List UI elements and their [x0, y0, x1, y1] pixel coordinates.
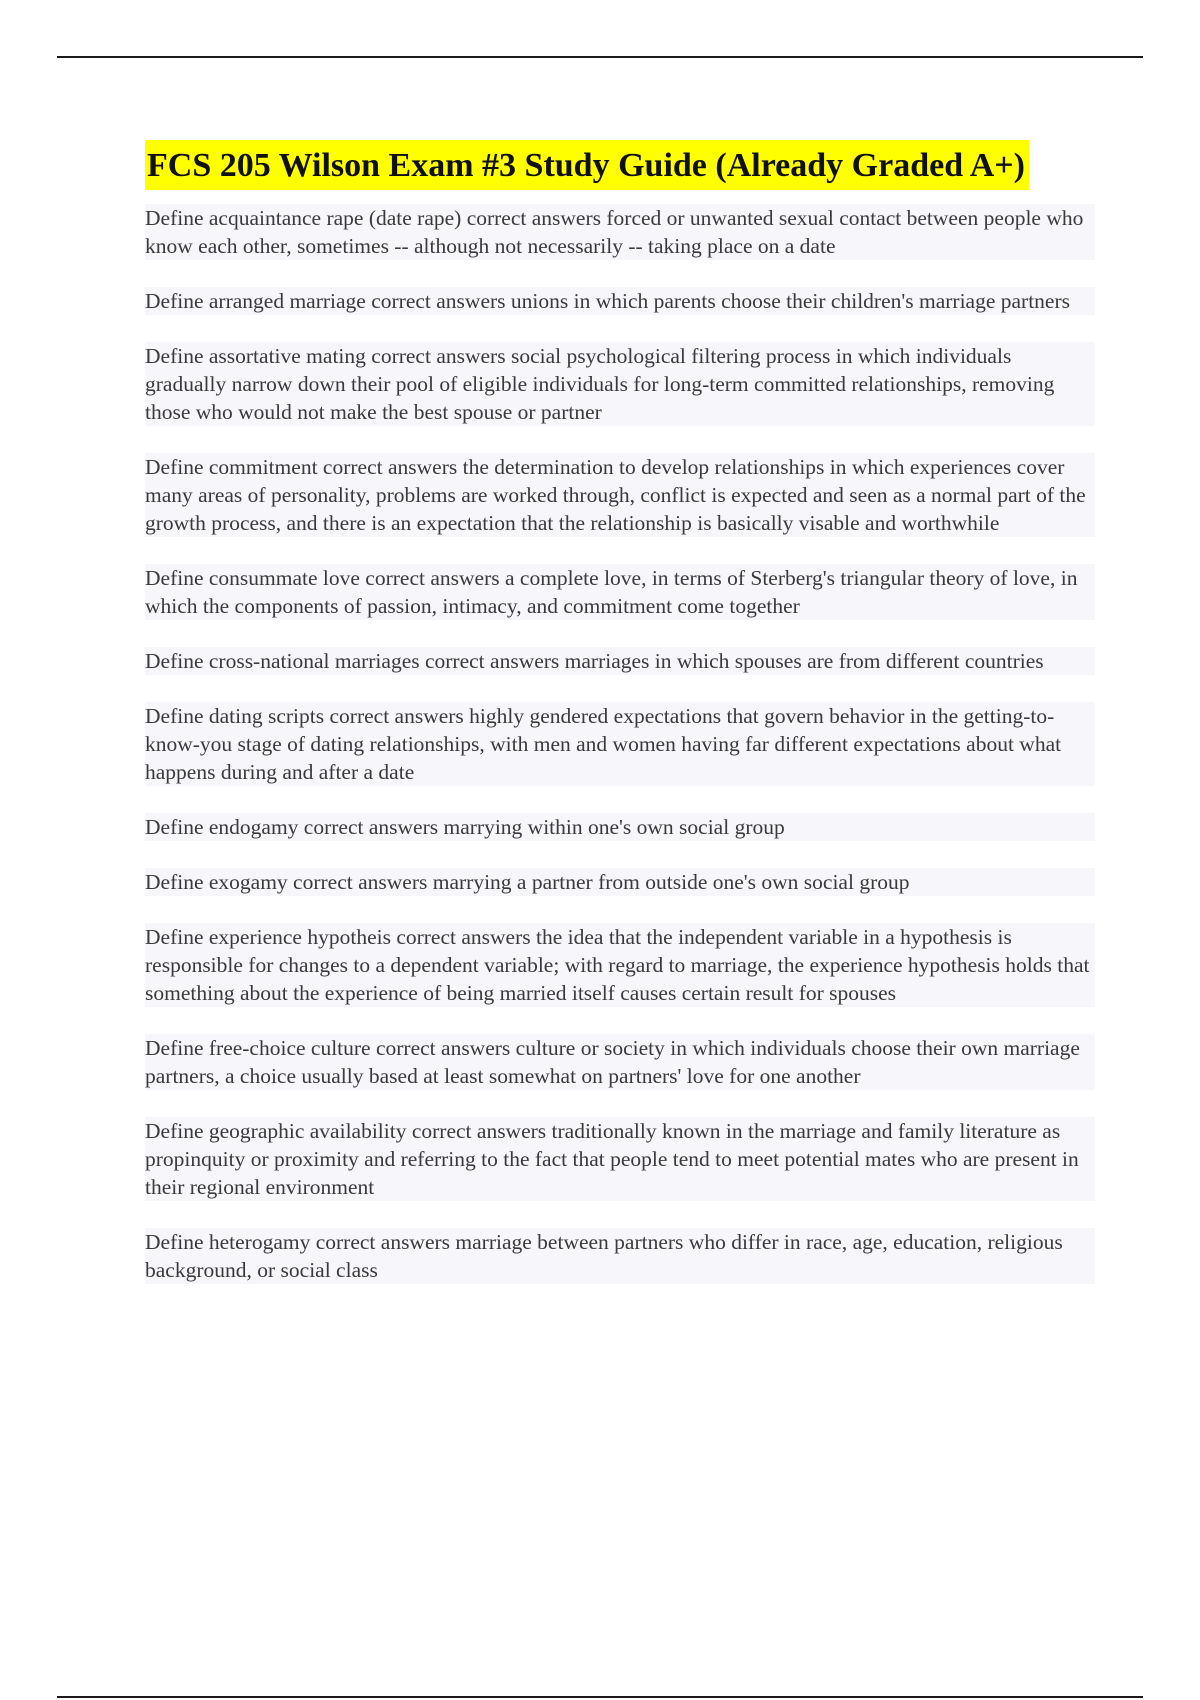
definition-entry: Define experience hypotheis correct answers the idea that the independent variable in a hypothesis is responsible for changes to a dependent variable; with regard to marriage, the experience hypothesis holds that something about the experience of being married itself causes certain result for spouses	[145, 923, 1095, 1007]
definition-entry: Define acquaintance rape (date rape) correct answers forced or unwanted sexual contact between people who know each other, sometimes -- although not necessarily -- taking place on a date	[145, 204, 1095, 260]
definition-entry: Define arranged marriage correct answers unions in which parents choose their children's marriage partners	[145, 287, 1095, 315]
top-rule	[57, 56, 1143, 58]
document-body	[145, 140, 1095, 1311]
definition-entry: Define endogamy correct answers marrying within one's own social group	[145, 813, 1095, 841]
definition-entry: Define commitment correct answers the determination to develop relationships in which experiences cover many areas of personality, problems are worked through, conflict is expected and seen as a normal part of the growth process, and there is an expectation that the relationship is basically visable and worthwhile	[145, 453, 1095, 537]
definition-entry: Define free-choice culture correct answers culture or society in which individuals choose their own marriage partners, a choice usually based at least somewhat on partners' love for one another	[145, 1034, 1095, 1090]
definition-entry: Define cross-national marriages correct answers marriages in which spouses are from different countries	[145, 647, 1095, 675]
document-title: FCS 205 Wilson Exam #3 Study Guide (Already Graded A+)	[145, 140, 1029, 190]
definition-entry: Define exogamy correct answers marrying a partner from outside one's own social group	[145, 868, 1095, 896]
definition-entry: Define assortative mating correct answers social psychological filtering process in which individuals gradually narrow down their pool of eligible individuals for long-term committed relationships, removing those who would not make the best spouse or partner	[145, 342, 1095, 426]
bottom-rule	[57, 1696, 1143, 1698]
definition-list	[145, 204, 1095, 1284]
definition-entry: Define geographic availability correct answers traditionally known in the marriage and family literature as propinquity or proximity and referring to the fact that people tend to meet potential mates who are present in their regional environment	[145, 1117, 1095, 1201]
definition-entry: Define heterogamy correct answers marriage between partners who differ in race, age, education, religious background, or social class	[145, 1228, 1095, 1284]
definition-entry: Define dating scripts correct answers highly gendered expectations that govern behavior in the getting-to-know-you stage of dating relationships, with men and women having far different expectations about what happens during and after a date	[145, 702, 1095, 786]
definition-entry: Define consummate love correct answers a complete love, in terms of Sterberg's triangular theory of love, in which the components of passion, intimacy, and commitment come together	[145, 564, 1095, 620]
